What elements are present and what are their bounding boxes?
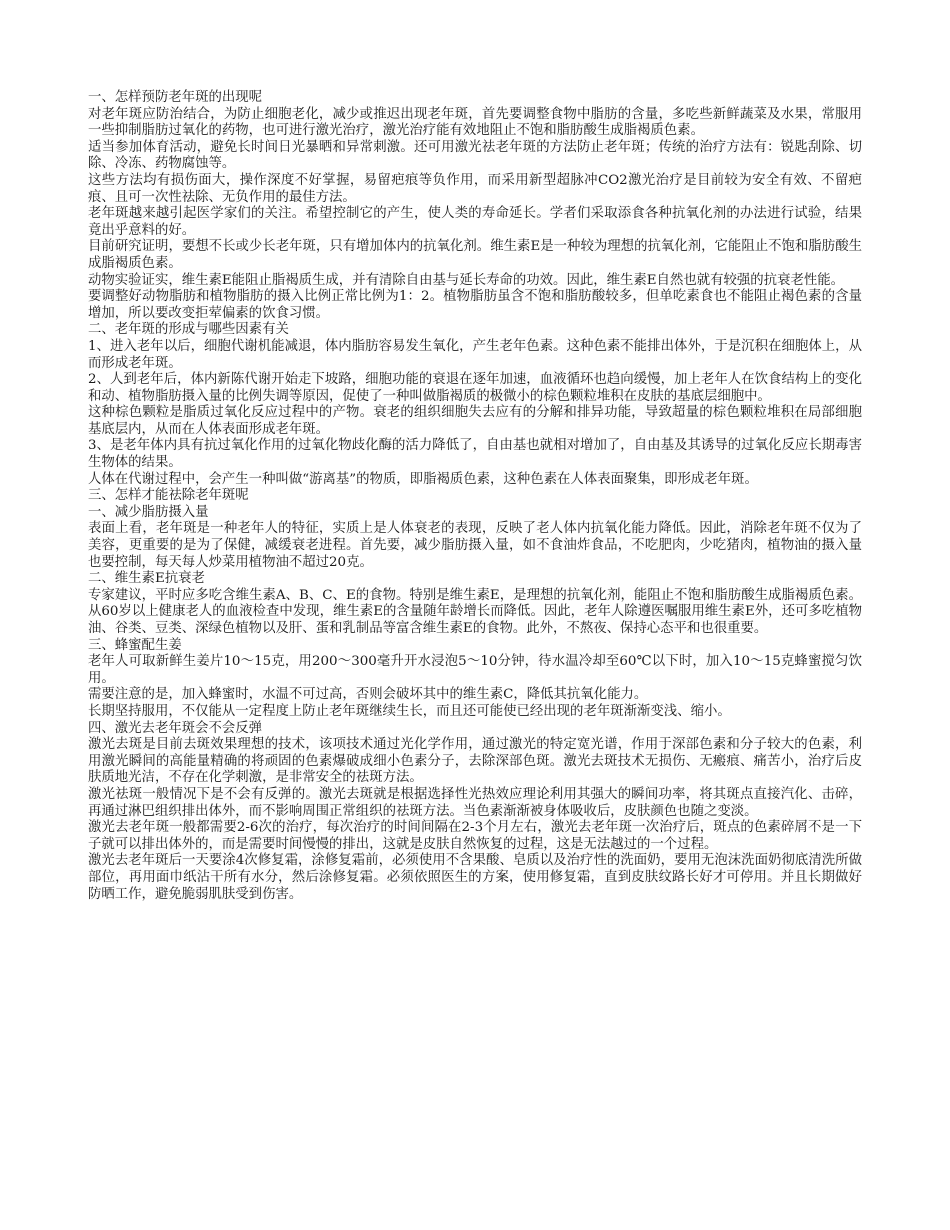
paragraph: 需要注意的是，加入蜂蜜时，水温不可过高，否则会破坏其中的维生素C，降低其抗氧化能力。: [88, 687, 648, 703]
paragraph: 对老年斑应防治结合，为防止细胞老化，减少或推迟出现老年斑，首先要调整食物中脂肪的含量，多吃些新鲜蔬菜及水果，常服用一些抑制脂肪过氧化的药物，也可进行激光治疗，激光治疗能有效地阻止不饱和脂肪酸生成脂褐质色素。: [88, 106, 862, 139]
paragraph: 激光去老年斑一般都需要2-6次的治疗，每次治疗的时间间隔在2-3个月左右，激光去老年斑一次治疗后，斑点的色素碎屑不是一下子就可以排出体外的，而是需要时间慢慢的排出，这就是皮肤自然恢复的过程，这是无法越过的一个过程。: [88, 820, 862, 852]
paragraph: 老年斑越来越引起医学家们的关注。希望控制它的产生，使人类的寿命延长。学者们采取添食各种抗氧化剂的办法进行试验，结果竟出乎意料的好。: [88, 206, 862, 238]
paragraph: 激光去斑是目前去斑效果理想的技术，该项技术通过光化学作用，通过激光的特定宽光谱，作用于深部色素和分子较大的色素，利用激光瞬间的高能量精确的将顽固的色素爆破成细小色素分子，去除深部色斑。激光去斑技术无损伤、无瘢痕、痛苦小，治疗后皮肤质地光洁，不存在化学刺激，是非常安全的祛斑方法。: [88, 737, 862, 786]
paragraph: 老年人可取新鲜生姜片10～15克，用200～300毫升开水浸泡5～10分钟，待水温冷却至60℃以下时，加入10～15克蜂蜜搅匀饮用。: [88, 654, 862, 686]
paragraph: 人体在代谢过程中，会产生一种叫做“游离基”的物质，即脂褐质色素，这种色素在人体表面聚集，即形成老年斑。: [88, 471, 758, 487]
section-heading: 三、怎样才能祛除老年斑呢: [88, 488, 249, 504]
paragraph: 要调整好动物脂肪和植物脂肪的摄入比例正常比例为1：2。植物脂肪虽含不饱和脂肪酸较多，但单吃素食也不能阻止褐色素的含量增加，所以要改变拒荤偏素的饮食习惯。: [88, 289, 862, 321]
subsection-heading: 三、蜂蜜配生姜: [88, 637, 182, 653]
paragraph: 2、人到老年后，体内新陈代谢开始走下坡路，细胞功能的衰退在逐年加速，血液循环也趋向缓慢，加上老年人在饮食结构上的变化和动、植物脂肪摄入量的比例失调等原因，促使了一种叫做脂褐质的极微小的棕色颗粒堆积在皮肤的基底层细胞中。: [88, 372, 862, 404]
paragraph: 这种棕色颗粒是脂质过氧化反应过程中的产物。衰老的组织细胞失去应有的分解和排异功能，导致超量的棕色颗粒堆积在局部细胞基底层内，从而在人体表面形成老年斑。: [88, 405, 862, 437]
paragraph: 表面上看，老年斑是一种老年人的特征，实质上是人体衰老的表现，反映了老人体内抗氧化能力降低。因此，消除老年斑不仅为了美容，更重要的是为了保健，减缓衰老进程。首先要，减少脂肪摄入量，如不食油炸食品，不吃肥肉，少吃猪肉，植物油的摄入量也要控制，每天每人炒菜用植物油不超过20克。: [88, 521, 862, 570]
paragraph: 这些方法均有损伤面大，操作深度不好掌握，易留疤痕等负作用，而采用新型超脉冲CO2激光治疗是目前较为安全有效、不留疤痕、且可一次性祛除、无负作用的最佳方法。: [88, 172, 862, 205]
paragraph: 激光祛斑一般情况下是不会有反弹的。激光去斑就是根据选择性光热效应理论利用其强大的瞬间功率，将其斑点直接汽化、击碎，再通过淋巴组织排出体外，而不影响周围正常组织的祛斑方法。当色素渐渐被身体吸收后，皮肤颜色也随之变淡。: [88, 786, 862, 819]
paragraph: 激光去老年斑后一天要涂4次修复霜，涂修复霜前，必须使用不含果酸、皂质以及治疗性的洗面奶，要用无泡沫洗面奶彻底清洗所做部位，再用面巾纸沾干所有水分，然后涂修复霜。必须依照医生的方案，使用修复霜，直到皮肤纹路长好才可停用。并且长期做好防晒工作，避免脆弱肌肤受到伤害。: [88, 853, 862, 902]
paragraph: 适当参加体育活动，避免长时间日光暴晒和异常刺激。还可用激光祛老年斑的方法防止老年斑；传统的治疗方法有：锐匙刮除、切除、冷冻、药物腐蚀等。: [88, 139, 862, 172]
section-heading: 二、老年斑的形成与哪些因素有关: [88, 322, 289, 338]
paragraph: 长期坚持服用，不仅能从一定程度上防止老年斑继续生长，而且还可能使已经出现的老年斑渐渐变浅、缩小。: [88, 703, 731, 719]
paragraph: 3、是老年体内具有抗过氧化作用的过氧化物歧化酶的活力降低了，自由基也就相对增加了，自由基及其诱导的过氧化反应长期毒害生物体的结果。: [88, 438, 862, 471]
paragraph: 专家建议，平时应多吃含维生素A、B、C、E的食物。特别是维生素E，是理想的抗氧化剂，能阻止不饱和脂肪酸生成脂褐质色素。从60岁以上健康老人的血液检查中发现，维生素E的含量随年龄增长而降低。因此，老年人除遵医嘱服用维生素E外，还可多吃植物油、谷类、豆类、深绿色植物以及肝、蛋和乳制品等富含维生素E的食物。此外，不熬夜、保持心态平和也很重要。: [88, 587, 862, 636]
paragraph: 1、进入老年以后，细胞代谢机能减退，体内脂肪容易发生氧化，产生老年色素。这种色素不能排出体外，于是沉积在细胞体上，从而形成老年斑。: [88, 338, 862, 371]
paragraph: 目前研究证明，要想不长或少长老年斑，只有增加体内的抗氧化剂。维生素E是一种较为理想的抗氧化剂，它能阻止不饱和脂肪酸生成脂褐质色素。: [88, 239, 862, 271]
subsection-heading: 二、维生素E抗衰老: [88, 571, 205, 587]
section-heading: 一、怎样预防老年斑的出现呢: [88, 90, 263, 105]
document-body: [88, 90, 862, 903]
paragraph: 动物实验证实，维生素E能阻止脂褐质生成，并有清除自由基与延长寿命的功效。因此，维生素E自然也就有较强的抗衰老性能。: [88, 272, 845, 288]
section-heading: 四、激光去老年斑会不会反弹: [88, 720, 263, 736]
subsection-heading: 一、减少脂肪摄入量: [88, 504, 209, 520]
